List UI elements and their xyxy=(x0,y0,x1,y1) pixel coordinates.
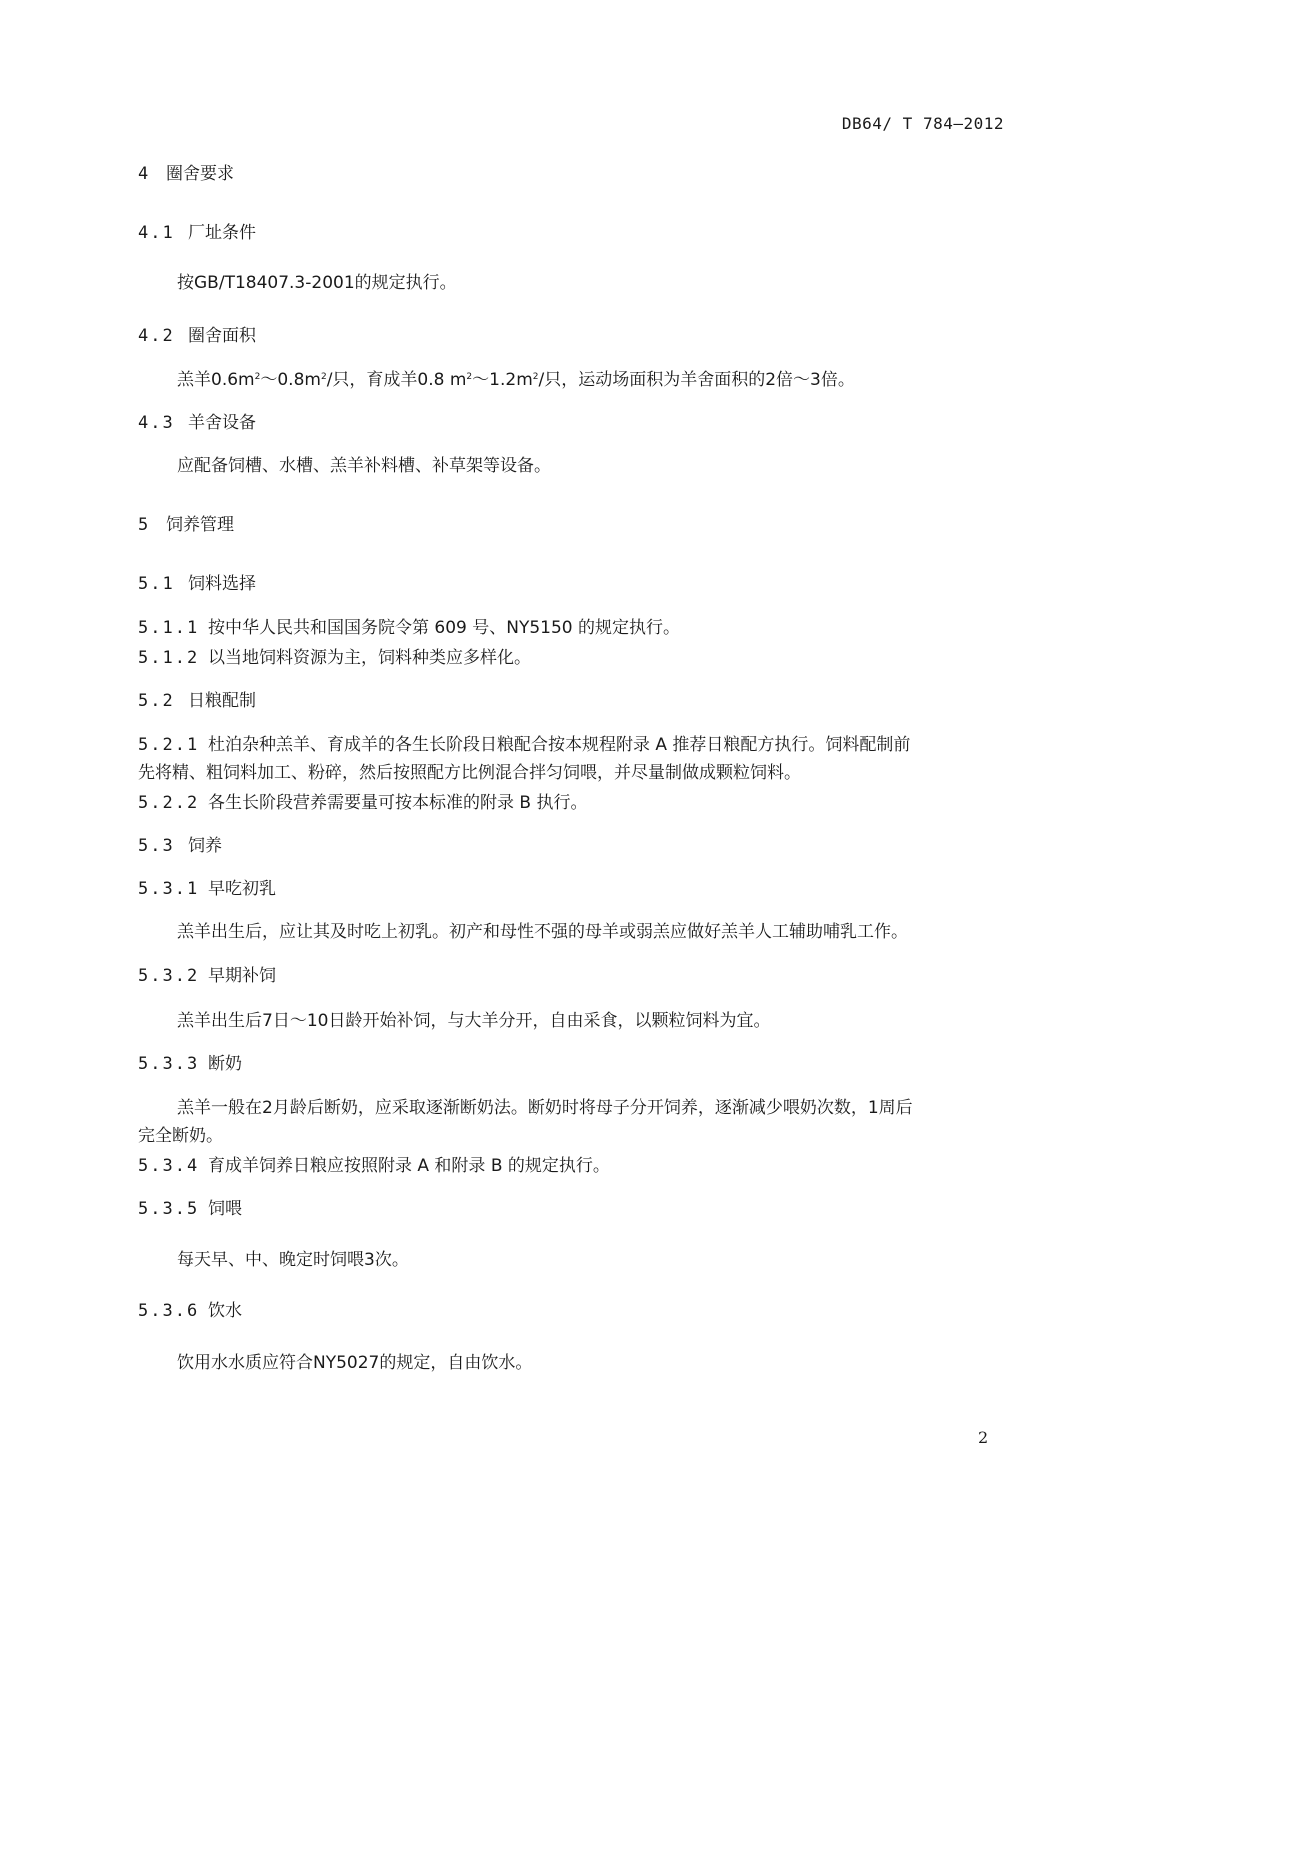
standard-code: DB64/ T 784—2012 xyxy=(841,114,1004,133)
paragraph-5-3-2: 羔羊出生后7日～10日龄开始补饲，与大羊分开，自由采食，以颗粒饲料为宜。 xyxy=(177,1011,771,1031)
superscript: 2 xyxy=(466,372,473,382)
heading-number: 5.3.5 xyxy=(138,1199,200,1219)
heading-number: 5.2 xyxy=(138,691,175,711)
heading-title: 圈舍要求 xyxy=(166,164,234,184)
paragraph-5-3-1: 羔羊出生后，应让其及时吃上初乳。初产和母性不强的母羊或弱羔应做好羔羊人工辅助哺乳工作。 xyxy=(177,922,908,942)
heading-title: 羊舍设备 xyxy=(188,413,256,433)
clause-5-3-4 xyxy=(138,1155,610,1177)
text-run: ～1.2m xyxy=(472,370,533,390)
clause-5-1-1 xyxy=(138,617,680,639)
paragraph-4-2 xyxy=(177,369,855,391)
superscript: 2 xyxy=(532,372,539,382)
heading-number: 5.3.3 xyxy=(138,1054,200,1074)
clause-text: 各生长阶段营养需要量可按本标准的附录 B 执行。 xyxy=(208,793,588,813)
heading-title: 饲养管理 xyxy=(166,515,234,535)
page-number: 2 xyxy=(978,1428,989,1447)
superscript: 2 xyxy=(254,372,261,382)
clause-5-2-2 xyxy=(138,792,587,814)
paragraph-4-3: 应配备饲槽、水槽、羔羊补料槽、补草架等设备。 xyxy=(177,456,551,476)
heading-5-3-2 xyxy=(138,965,276,987)
heading-4 xyxy=(138,163,234,185)
heading-4-3 xyxy=(138,412,256,434)
text-run: ～0.8m xyxy=(260,370,321,390)
heading-5 xyxy=(138,514,234,536)
clause-number: 5.1.2 xyxy=(138,648,200,668)
heading-5-3-5 xyxy=(138,1198,242,1220)
heading-number: 4.2 xyxy=(138,326,175,346)
heading-title: 早吃初乳 xyxy=(208,879,276,899)
clause-text: 杜泊杂种羔羊、育成羊的各生长阶段日粮配合按本规程附录 A 推荐日粮配方执行。饲料配制前 xyxy=(208,735,911,755)
text-run: 羔羊0.6m xyxy=(177,370,255,390)
clause-text: 以当地饲料资源为主，饲料种类应多样化。 xyxy=(208,648,531,668)
heading-number: 5.3.6 xyxy=(138,1301,200,1321)
heading-title: 断奶 xyxy=(208,1054,242,1074)
superscript: 2 xyxy=(320,372,327,382)
heading-number: 5.1 xyxy=(138,574,175,594)
heading-number: 5 xyxy=(138,515,151,535)
heading-5-2 xyxy=(138,690,256,712)
clause-5-1-2 xyxy=(138,647,531,669)
heading-5-1 xyxy=(138,573,256,595)
clause-5-2-1-continuation: 先将精、粗饲料加工、粉碎，然后按照配方比例混合拌匀饲喂，并尽量制做成颗粒饲料。 xyxy=(138,763,801,783)
heading-title: 早期补饲 xyxy=(208,966,276,986)
heading-title: 饮水 xyxy=(208,1301,242,1321)
clause-5-2-1 xyxy=(138,734,910,756)
paragraph-5-3-6: 饮用水水质应符合NY5027的规定，自由饮水。 xyxy=(177,1353,533,1373)
paragraph-5-3-5: 每天早、中、晚定时饲喂3次。 xyxy=(177,1250,409,1270)
heading-title: 日粮配制 xyxy=(188,691,256,711)
heading-number: 5.3.2 xyxy=(138,966,200,986)
clause-number: 5.2.1 xyxy=(138,735,200,755)
heading-number: 5.3 xyxy=(138,836,175,856)
heading-number: 4 xyxy=(138,164,151,184)
heading-title: 圈舍面积 xyxy=(188,326,256,346)
heading-title: 饲养 xyxy=(188,836,222,856)
clause-text: 按中华人民共和国国务院令第 609 号、NY5150 的规定执行。 xyxy=(208,618,681,638)
heading-title: 饲料选择 xyxy=(188,574,256,594)
heading-number: 4.1 xyxy=(138,223,175,243)
paragraph-5-3-3: 羔羊一般在2月龄后断奶，应采取逐渐断奶法。断奶时将母子分开饲养，逐渐减少喂奶次数，1周后 xyxy=(177,1098,913,1118)
heading-5-3-3 xyxy=(138,1053,242,1075)
clause-number: 5.1.1 xyxy=(138,618,200,638)
clause-number: 5.3.4 xyxy=(138,1156,200,1176)
heading-5-3 xyxy=(138,835,222,857)
clause-number: 5.2.2 xyxy=(138,793,200,813)
paragraph-4-1: 按GB/T18407.3-2001的规定执行。 xyxy=(177,273,457,293)
heading-5-3-1 xyxy=(138,878,276,900)
heading-number: 4.3 xyxy=(138,413,175,433)
heading-4-2 xyxy=(138,325,256,347)
heading-4-1 xyxy=(138,222,256,244)
heading-title: 饲喂 xyxy=(208,1199,242,1219)
clause-text: 育成羊饲养日粮应按照附录 A 和附录 B 的规定执行。 xyxy=(208,1156,610,1176)
heading-5-3-6 xyxy=(138,1300,242,1322)
paragraph-5-3-3-continuation: 完全断奶。 xyxy=(138,1126,223,1146)
heading-title: 厂址条件 xyxy=(188,223,256,243)
text-run: /只，育成羊0.8 m xyxy=(326,370,467,390)
text-run: /只，运动场面积为羊舍面积的2倍～3倍。 xyxy=(538,370,855,390)
heading-number: 5.3.1 xyxy=(138,879,200,899)
